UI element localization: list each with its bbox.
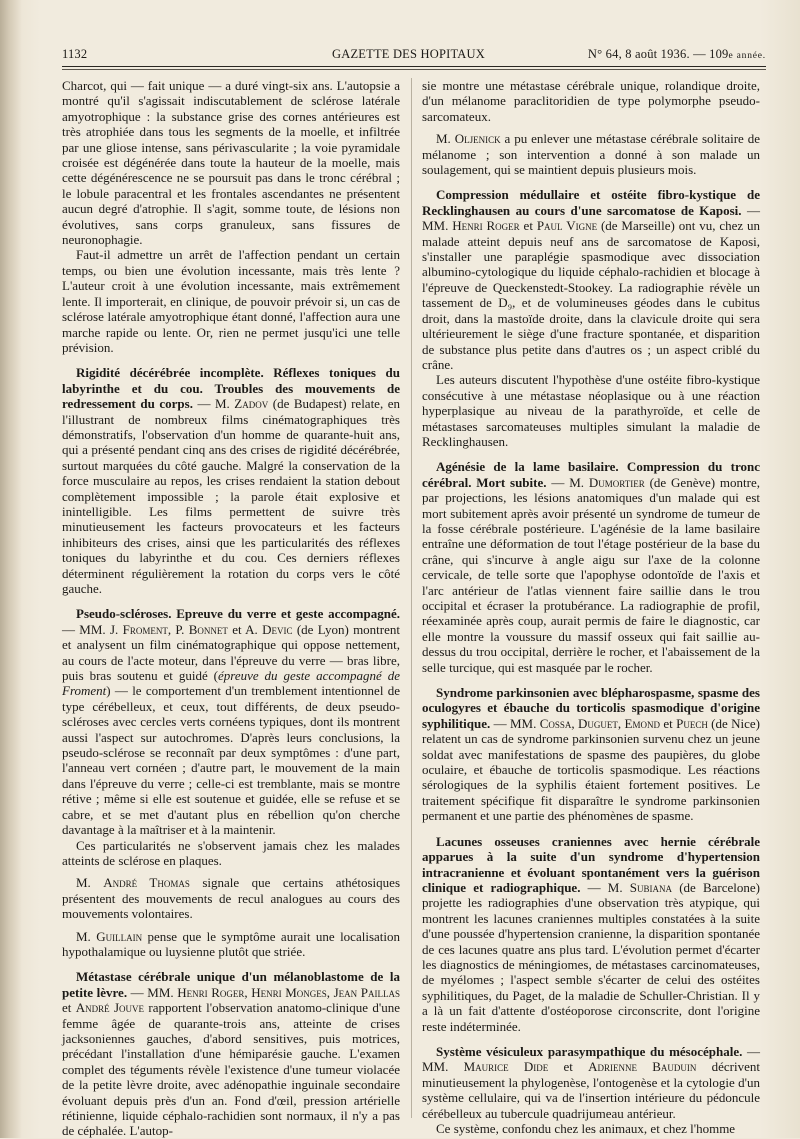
text: — M. — [192, 396, 235, 412]
text: M. — [76, 875, 104, 891]
author-name: Devic — [262, 621, 293, 637]
paragraph-oljenick — [422, 131, 760, 177]
section-systeme-vesiculeux — [422, 1044, 760, 1121]
text: , — [617, 715, 625, 731]
journal-title: GAZETTE DES HOPITAUX — [332, 47, 485, 61]
author-name: Subiana — [629, 879, 673, 895]
paragraph-guillain — [62, 929, 400, 960]
italic-term: épreuve du geste accompagné de Froment — [62, 668, 400, 699]
text: — MM. — [422, 202, 760, 234]
author-name: Maurice Dide — [463, 1059, 549, 1075]
section-text: ) — le comportement d'un tremblement intentionnel de type cérébelleux, et ceux, tout différents, de deux pseudo-scléroses avec cercles verts cornéens typiques, dont ils montrent aussi l'aspect sur autochromes. D'après leurs conclusions, la pseudo-sclérose se reconnaît par deux symptômes : d'une part, l'anneau vert cornéen ; d'autre part, le mouvement de la main dans l'épreuve du verre ; celle-ci est tremblante, mais se montre rétive ; même si elle est soutenue et guidée, elle se refuse et se cabre, et se met d'autant plus en rébellion qu'on cherche davantage à la maîtriser et à la maintenir. — [62, 683, 400, 838]
author-name: André Thomas — [103, 875, 190, 891]
section-heading: Compression médullaire et ostéite fibro-kystique de Recklinghausen au cours d'une sarcomatose de Kaposi. — [422, 187, 760, 218]
text: et — [62, 1000, 76, 1016]
section-text: décrivent minutieusement la phylogenèse, l'ontogenèse et la cytologie d'un système cellulaire, qui va de l'insertion intérieure du pédoncule cérébelleux au tubercule quadrijumeau antérieur. — [422, 1059, 760, 1121]
text: M. — [436, 131, 455, 147]
column-separator — [411, 78, 412, 1118]
text: , P. — [167, 621, 189, 637]
section-text: (de Marseille) ont vu, chez un malade atteint depuis neuf ans de sarcomatose de Kaposi, s'installer une paraplégie spasmodique avec dissociation albumino-cytologique du liquide céphalo-rachidien et blocage à l'épreuve de Queckenstedt-Stookey. La radiographie révèle un tassement de D₉, et de volumineuses géodes dans le cubitus droit, dans la mastoïde droite, dans la clavicule droite qui sera ultérieurement le siège d'une fracture spontanée, et disparition de substance plus petite dans d'autres os ; un aspect criblé du crâne. — [422, 218, 761, 372]
paragraph-continuation: Charcot, qui — fait unique — a duré vingt-six ans. L'autopsie a montré qu'il s'agissait indiscutablement de sclérose latérale amyotrophique : la substance grise des cornes antérieures est très atrophiée dans tous les segments de la moelle, et infiltrée par une gliose intense, sans périvascularite ; la voie pyramidale croisée est dégénérée dans toute la hauteur de la moelle, mais cette dégénérescence ne se poursuit pas dans le tronc cérébral ; le lobule paracentral et les frontales ascendantes ne présentent aucun degré d'atrophie. Il s'agit, somme toute, de lésions non évolutives, sans corps granuleux, sans fissures de neuronophagie. — [62, 78, 400, 248]
page-header — [62, 47, 766, 65]
section-agenesie — [422, 459, 760, 675]
author-name: Henri Roger — [177, 984, 245, 1000]
section-heading: Pseudo-scléroses. Epreuve du verre et geste accompagné. — [76, 606, 400, 622]
issue-date-text: N° 64, 8 août 1936. — 109 — [587, 47, 729, 61]
section-heading: Lacunes osseuses craniennes avec hernie cérébrale apparues à la suite d'un syndrome d'hypertension intracranienne et évoluant spontanément vers la guérison clinique et radiographique. — [422, 833, 760, 895]
issue-year-suffix: e année. — [728, 51, 766, 61]
section-text: (de Barcelone) projette les radiographies d'une observation très atypique, qui montrent les lacunes craniennes multiples constatées à la suite d'une poussée d'hypertension cranienne, la disparition spontanée de ces lacunes quatre ans plus tard. L'évolution permet d'écarter les diagnostics de méningiomes, de métastases carcinomateuses, de myélomes ; l'aspect semble s'écarter de celui des ostéites syphilitiques, du Paget, de la maladie de Schuller-Christian. Il y a là un fait d'attente d'ostéoporose circonscrite, dont l'origine reste indéterminée. — [422, 879, 760, 1034]
left-column — [62, 78, 401, 1139]
text: — M. — [546, 474, 589, 490]
page-number: 1132 — [62, 47, 88, 61]
section-metastase — [62, 969, 400, 1138]
section-heading: Rigidité décérébrée incomplète. Réflexes toniques du labyrinthe et du cou. Troubles des mouvements de redressement du corps. — [62, 365, 400, 412]
author-name: André Jouve — [75, 1000, 145, 1016]
section-text: (de Nice) relatent un cas de syndrome parkinsonien survenu chez un jeune soldat avec manifestations de spasme des paupières, du globe oculaire, et ébauche de torticolis spasmodique. Les réactions sérologiques de la syphilis étaient fortement positives. Le traitement spécifique fit disparaître le syndrome parkinsonien permanent et une partie des phénomènes de spasme. — [422, 715, 761, 824]
section-syndrome-parkinsonien — [422, 685, 760, 824]
paragraph: Ces particularités ne s'observent jamais chez les malades atteints de sclérose en plaques. — [62, 837, 400, 868]
text: , — [571, 715, 579, 731]
text: — MM. — [127, 984, 178, 1000]
paragraph: Les auteurs discutent l'hypothèse d'une ostéite fibro-kystique consécutive à une métastase néoplasique ou à une réaction hyperplasique au niveau de la parathyroïde, et celle de métastases sarcomateuses multiples simulant la maladie de Recklinghausen. — [422, 372, 760, 449]
header-rule-thin — [62, 69, 766, 70]
section-text: (de Genève) montre, par projections, les lésions anatomiques d'un malade qui est mort subitement après avoir présenté un syndrome de tumeur de la fosse cérébrale postérieure. L'agénésie de la lame basilaire entraîne une déformation de tout l'étage postérieur de la base du crâne, qui s'incurve à angle aigu sur l'axe de la colonne cervicale, de telle sorte que l'apophyse odontoïde de l'axis et l'arc antérieur de l'atlas viennent faire saillie dans le trou occipital et écraser la protubérance. La radiographie de profil, réexaminée après coup, aurait permis de faire le diagnostic, car elle montre la voussure du massif osseux qui fait saillie au-dessus du trou occipital, derrière le rocher, et l'abaissement de la selle turcique, qui est masquée par le rocher. — [422, 474, 760, 675]
section-heading: Métastase cérébrale unique d'un mélanoblastome de la petite lèvre. — [62, 969, 400, 1000]
text: et — [548, 1059, 589, 1075]
section-heading: Agénésie de la lame basilaire. Compression du tronc cérébral. Mort subite. — [422, 459, 760, 490]
text: a pu enlever une métastase cérébrale solitaire de mélanome ; son intervention a donné à son malade un soulagement, qui se maintient depuis plusieurs mois. — [422, 131, 761, 178]
section-text: rapportent l'observation anatomo-clinique d'une femme âgée de quarante-trois ans, atteinte de crises jacksoniennes gauches, d'abord sensitives, puis motrices, précédant l'installation d'une hémiparésie gauche. L'examen complet des téguments révèle l'existence d'une tumeur violacée de la petite lèvre droite, avec adénopathie inguinale secondaire évoluant depuis près d'un an. Fond d'œil, pression artérielle rétinienne, liquide céphalo-rachidien sont normaux, il n'y a pas de céphalée. L'autop- — [62, 1000, 401, 1139]
text: signale que certains athétosiques présentent des mouvements de recul analogues au cours des mouvements volontaires. — [62, 875, 401, 922]
header-rule — [62, 66, 766, 67]
section-rigidite — [62, 365, 400, 596]
section-compression-medullaire — [422, 187, 760, 372]
text: — MM. J. — [62, 621, 123, 637]
section-text: (de Budapest) relate, en l'illustrant de nombreux films cinématographiques très démonstratifs, l'observation d'un homme de quarante-huit ans, qui a présenté pendant cinq ans des crises de rigidité décérébrée, surtout marquées du côté gauche. Malgré la conservation de la force musculaire au repos, les crises rendaient la station debout complètement impossible ; la parole était explosive et inintelligible. Les films permettent de suivre très minutieusement les facteurs provocateurs et les facteurs inhibiteurs des crises, ainsi que les particularités des réflexes toniques du labyrinthe et du cou. Ces derniers réflexes déterminent régulièrement la rotation du corps vers le côté gauche. — [62, 396, 400, 596]
right-column — [422, 78, 761, 1136]
author-name: Cossa — [539, 715, 572, 731]
paragraph: Faut-il admettre un arrêt de l'affection pendant un certain temps, ou bien une évolution incessante, mais très lente ? L'auteur croit à une évolution incessante, mais extrêmement lente. Il importerait, en clinique, de pouvoir prévoir si, un cas de sclérose latérale amyotrophique étant donné, l'affection aura une marche rapide ou lente. Or, rien ne permet jusqu'ici une telle prévision. — [62, 247, 400, 355]
author-name: Duguet — [578, 715, 618, 731]
text: pense que le symptôme aurait une localisation hypothalamique ou luysienne plutôt que striée. — [62, 928, 400, 959]
section-pseudo-scleroses — [62, 606, 400, 837]
author-name: Bonnet — [188, 621, 228, 637]
author-name: Paul Vigne — [536, 218, 598, 234]
author-name: Froment — [122, 621, 168, 637]
paragraph: Ce système, confondu chez les animaux, et chez l'homme — [436, 1121, 736, 1136]
author-name: Henri Roger — [452, 218, 520, 234]
section-text: (de Lyon) montrent et analysent un film cinématographique qui oppose nettement, au cours de l'acte moteur, dans l'épreuve du verre — bras libre, puis bras soutenu et guidé ( — [62, 621, 401, 684]
text: , — [244, 984, 252, 1000]
text: et — [519, 218, 537, 234]
author-name: Oljenick — [454, 131, 501, 147]
section-heading: Syndrome parkinsonien avec blépharospasme, spasme des oculogyres et ébauche du torticolis spasmodique d'origine syphilitique. — [422, 685, 760, 731]
issue-date — [588, 47, 766, 62]
section-heading: Système vésiculeux parasympathique du mésocéphale. — [436, 1043, 743, 1059]
author-name: Dumortier — [588, 474, 645, 490]
author-name: Jean Paillas — [333, 984, 400, 1000]
author-name: Guillain — [96, 928, 143, 944]
author-name: Emond — [624, 715, 660, 731]
section-lacunes-osseuses — [422, 834, 760, 1034]
author-name: Adrienne Bauduin — [588, 1059, 697, 1075]
author-name: Zadov — [234, 396, 269, 412]
author-name: Puech — [676, 715, 708, 731]
text: — MM. — [422, 1043, 760, 1075]
page-binding-edge — [0, 0, 22, 1138]
paragraph-continuation: sie montre une métastase cérébrale unique, rolandique droite, d'un mélanome paraclitoridien de type polymorphe pseudo-sarcomateux. — [422, 78, 760, 124]
paragraph-andre-thomas — [62, 875, 400, 921]
text: , — [326, 984, 334, 1000]
text: et — [659, 715, 677, 731]
text: — MM. — [490, 715, 540, 731]
author-name: Henri Monges — [251, 984, 327, 1000]
text: — M. — [580, 879, 630, 895]
text: M. — [76, 928, 97, 944]
text: et A. — [227, 621, 263, 637]
